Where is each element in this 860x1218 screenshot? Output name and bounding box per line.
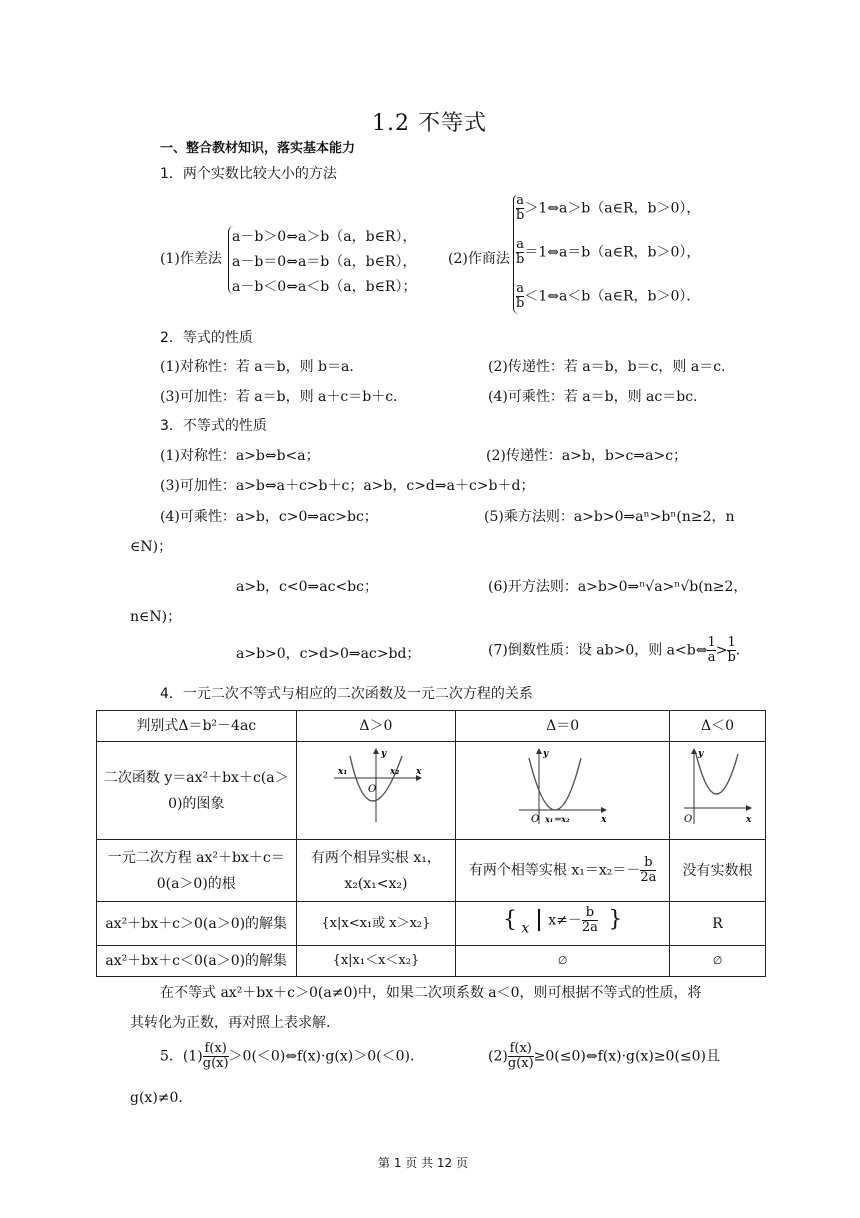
- svg-text:x₂: x₂: [389, 767, 400, 777]
- ineq-multiplicative-neg: a>b，c<0⇒ac<bc；: [236, 579, 378, 595]
- svg-text:O: O: [683, 814, 692, 825]
- svg-text:O: O: [530, 814, 539, 825]
- gt-solution-none: R: [670, 902, 766, 946]
- roots-double: 有两个相等实根 x₁＝x₂＝－ $\frac{b}{2a}$: [456, 840, 670, 902]
- diff-method-label: (1)作差法: [160, 251, 222, 267]
- equality-transitive: (2)传递性：若 a＝b，b＝c，则 a＝c.: [488, 359, 726, 375]
- gt-solution-double: { x x≠－ $\frac{b}{2a}$ }: [456, 902, 670, 946]
- ineq-root-rule-cont: n∈N)；: [130, 609, 182, 625]
- note-line-1: 在不等式 ax²＋bx＋c＞0(a≠0)中，如果二次项系数 a＜0，则可根据不等式的性质，将: [160, 985, 702, 1001]
- rule-5-cont: g(x)≠0.: [130, 1090, 183, 1106]
- lt-solution-double: ∅: [456, 946, 670, 977]
- ineq-reciprocal: (7)倒数性质：设 ab>0，则 a<b⇔ $\frac{1}{a}$ > $\frac{1}{b}$ .: [488, 635, 741, 665]
- ineq-multiplicative-pos: a>b>0，c>d>0⇒ac>bd；: [236, 646, 421, 662]
- graph-one-root: [456, 742, 670, 840]
- ineq-additive: (3)可加性：a>b⇔a＋c>b＋c；a>b，c>d⇒a＋c>b＋d；: [160, 478, 535, 494]
- equality-additive: (3)可加性：若 a＝b，则 a＋c＝b＋c.: [160, 389, 398, 405]
- row-lt-label: ax²＋bx＋c＜0(a＞0)的解集: [97, 946, 297, 977]
- quot-line-1: $\frac{a}{b}$ ＞1⇔a＞b（a∈R，b＞0），: [516, 193, 701, 223]
- svg-text:y: y: [542, 749, 548, 759]
- diff-line-2: a－b＝0⇔a＝b（a，b∈R），: [232, 254, 417, 270]
- quot-line-2: $\frac{a}{b}$ ＝1⇔a＝b（a∈R，b＞0），: [516, 237, 701, 267]
- header-discriminant: 判别式Δ＝b²－4ac: [97, 711, 297, 742]
- parabola-two-roots-graph: [328, 746, 424, 826]
- equality-symmetric: (1)对称性：若 a＝b，则 b＝a.: [160, 359, 354, 375]
- header-zero: Δ＝0: [456, 711, 670, 742]
- svg-text:x: x: [745, 815, 751, 825]
- diff-line-3: a－b＜0⇔a＜b（a，b∈R）；: [232, 279, 417, 295]
- svg-text:y: y: [697, 749, 703, 759]
- subheading-compare: 1．两个实数比较大小的方法: [160, 166, 337, 182]
- parabola-one-root-graph: [515, 744, 611, 828]
- parabola-no-root-graph: [680, 744, 756, 828]
- row-gt-label: ax²＋bx＋c＞0(a＞0)的解集: [97, 902, 297, 946]
- diff-line-1: a－b＞0⇔a＞b（a，b∈R），: [232, 229, 417, 245]
- svg-text:y: y: [380, 749, 387, 759]
- roots-two-distinct: 有两个相异实根 x₁，x₂(x₁<x₂): [296, 840, 456, 902]
- svg-text:x₁＝x₂: x₁＝x₂: [544, 814, 570, 824]
- lt-solution-none: ∅: [670, 946, 766, 977]
- equality-multiplicative: (4)可乘性：若 a＝b，则 ac＝bc.: [488, 389, 698, 405]
- subheading-inequality: 3．不等式的性质: [160, 418, 267, 434]
- quot-line-3: $\frac{a}{b}$ ＜1⇔a＜b（a∈R，b＞0）．: [516, 281, 701, 311]
- gt-solution-two-roots: {x|x<x₁或 x＞x₂}: [296, 902, 456, 946]
- section-heading: 一、整合教材知识，落实基本能力: [160, 141, 356, 156]
- row-graph-label: 二次函数 y＝ax²＋bx＋c(a＞0)的图象: [97, 742, 297, 840]
- ineq-power-rule: (5)乘方法则：a>b>0⇒aⁿ>bⁿ(n≥2，n: [484, 509, 735, 525]
- page-footer: 第 1 页 共 12 页: [378, 1156, 468, 1170]
- ineq-symmetric: (1)对称性：a>b⇔b<a；: [160, 448, 320, 464]
- page-title: 1.2 不等式: [372, 111, 487, 136]
- row-roots-label: 一元二次方程 ax²＋bx＋c＝0(a＞0)的根: [97, 840, 297, 902]
- graph-no-root: [670, 742, 766, 840]
- subheading-equality: 2．等式的性质: [160, 330, 253, 346]
- quot-method-label: (2)作商法: [448, 251, 510, 267]
- header-positive: Δ＞0: [296, 711, 456, 742]
- subheading-quadratic: 4．一元二次不等式与相应的二次函数及一元二次方程的关系: [160, 686, 533, 702]
- roots-none: 没有实数根: [670, 840, 766, 902]
- svg-text:x₁: x₁: [337, 767, 348, 777]
- ineq-power-rule-cont: ∈N)；: [130, 539, 173, 555]
- rule-5-part-1: 5．(1) $\frac{f(x)}{g(x)}$ ＞0(＜0)⇔f(x)·g(x)＞0(＜0)．: [160, 1041, 424, 1071]
- svg-text:x: x: [415, 767, 422, 777]
- ineq-multiplicative: (4)可乘性：a>b，c>0⇒ac>bc；: [160, 509, 378, 525]
- note-line-2: 其转化为正数，再对照上表求解.: [130, 1015, 331, 1031]
- ineq-transitive: (2)传递性：a>b，b>c⇒a>c；: [486, 448, 688, 464]
- header-negative: Δ＜0: [670, 711, 766, 742]
- lt-solution-two-roots: {x|x₁＜x＜x₂}: [296, 946, 456, 977]
- ineq-root-rule: (6)开方法则：a>b>0⇒ⁿ√a>ⁿ√b(n≥2，: [488, 579, 748, 595]
- svg-text:O: O: [367, 784, 377, 795]
- svg-text:x: x: [600, 815, 607, 825]
- relation-table: [96, 710, 766, 977]
- graph-two-roots: [296, 742, 456, 840]
- rule-5-part-2: (2) $\frac{f(x)}{g(x)}$ ≥0(≤0)⇔f(x)·g(x)≥0(≤0)且: [488, 1041, 721, 1071]
